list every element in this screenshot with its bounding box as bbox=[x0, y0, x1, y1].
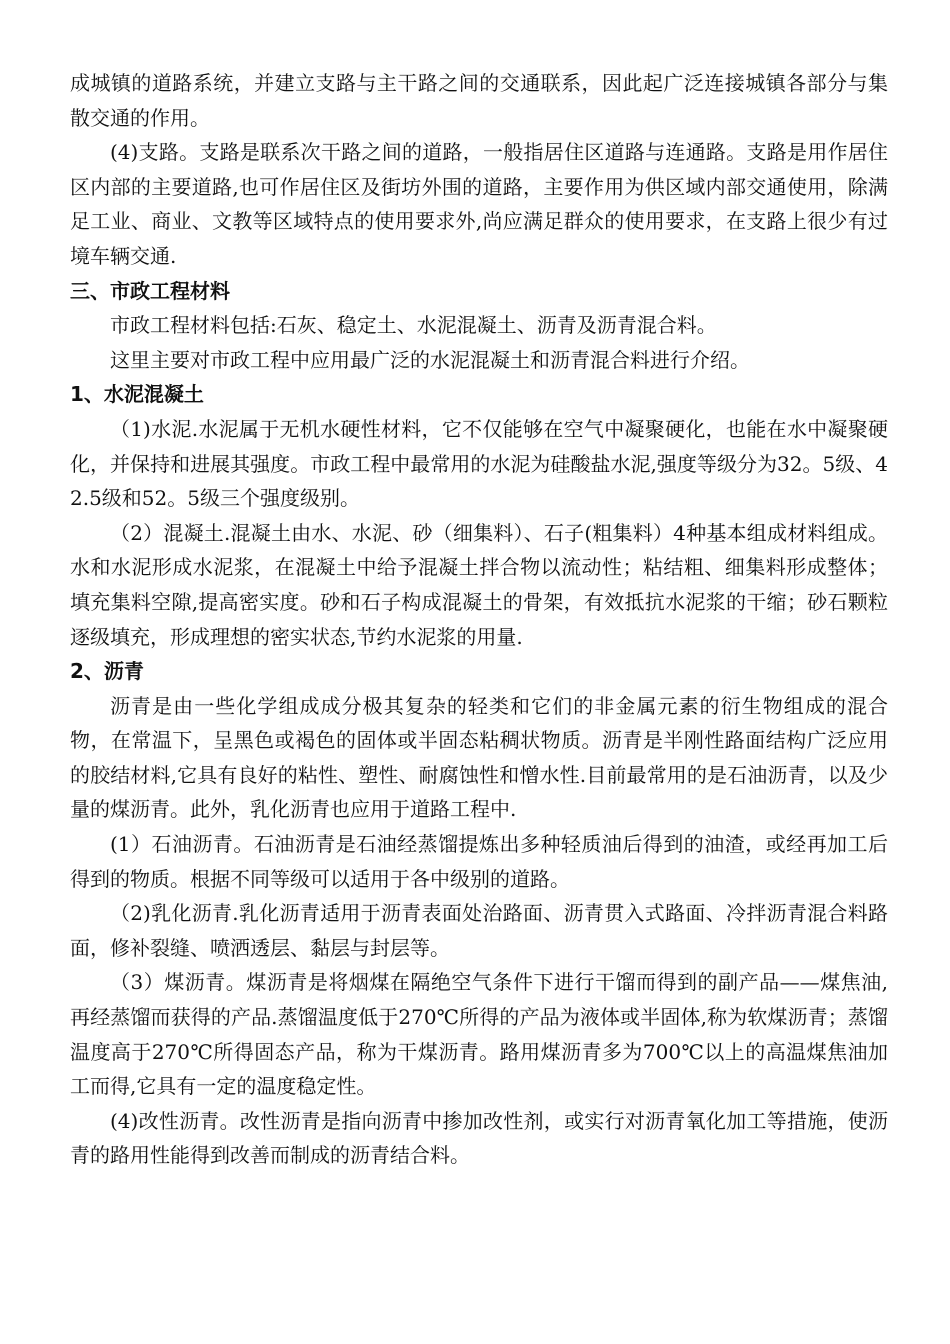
document-page bbox=[70, 66, 888, 1173]
paragraph-modified-asphalt: (4)改性沥青。改性沥青是指向沥青中掺加改性剂，或实行对沥青氧化加工等措施，使沥青的路用性能得到改善而制成的沥青结合料。 bbox=[70, 1108, 888, 1168]
paragraph-asphalt-intro: 沥青是由一些化学组成成分极其复杂的轻类和它们的非金属元素的衍生物组成的混合物，在常温下，呈黑色或褐色的固体或半固态粘稠状物质。沥青是半刚性路面结构广泛应用的胶结材料,它具有良好的粘性、塑性、耐腐蚀性和憎水性.目前最常用的是石油沥青，以及少量的煤沥青。此外，乳化沥青也应用于道路工程中. bbox=[70, 693, 888, 822]
paragraph-cement: （1)水泥.水泥属于无机水硬性材料，它不仅能够在空气中凝聚硬化，也能在水中凝聚硬化，并保持和进展其强度。市政工程中最常用的水泥为硅酸盐水泥,强度等级分为32。5级、42.5级和52。5级三个强度级别。 bbox=[70, 416, 888, 511]
paragraph-petroleum-asphalt: (1）石油沥青。石油沥青是石油经蒸馏提炼出多种轻质油后得到的油渣，或经再加工后得到的物质。根据不同等级可以适用于各中级别的道路。 bbox=[70, 832, 888, 891]
section-heading-materials: 三、市政工程材料 bbox=[70, 278, 230, 303]
paragraph-concrete: （2）混凝土.混凝土由水、水泥、砂（细集料）、石子(粗集料）4种基本组成材料组成。水和水泥形成水泥浆，在混凝土中给予混凝土拌合物以流动性；粘结粗、细集料形成整体；填充集料空隙,提高密实度。砂和石子构成混凝土的骨架，有效抵抗水泥浆的干缩；砂石颗粒逐级填充，形成理想的密实状态,节约水泥浆的用量. bbox=[70, 520, 888, 649]
paragraph-coal-tar-asphalt: （3）煤沥青。煤沥青是将烟煤在隔绝空气条件下进行干馏而得到的副产品——煤焦油,再经蒸馏而获得的产品.蒸馏温度低于270℃所得的产品为液体或半固体,称为软煤沥青；蒸馏温度高于270℃所得固态产品，称为干煤沥青。路用煤沥青多为700℃以上的高温煤焦油加工而得,它具有一定的温度稳定性。 bbox=[70, 970, 888, 1099]
paragraph-emulsified-asphalt: （2)乳化沥青.乳化沥青适用于沥青表面处治路面、沥青贯入式路面、冷拌沥青混合料路面，修补裂缝、喷洒透层、黏层与封层等。 bbox=[70, 901, 888, 960]
paragraph-branch-road: (4)支路。支路是联系次干路之间的道路，一般指居住区道路与连通路。支路是用作居住区内部的主要道路,也可作居住区及街坊外围的道路，主要作用为供区域内部交通使用，除满足工业、商业、文教等区域特点的使用要求外,尚应满足群众的使用要求，在支路上很少有过境车辆交通. bbox=[70, 140, 888, 268]
paragraph-materials-list: 市政工程材料包括:石灰、稳定土、水泥混凝土、沥青及沥青混合料。 bbox=[110, 313, 717, 338]
paragraph-materials-intro: 这里主要对市政工程中应用最广泛的水泥混凝土和沥青混合料进行介绍。 bbox=[110, 347, 750, 372]
subsection-heading-concrete: 1、水泥混凝土 bbox=[70, 382, 204, 407]
paragraph-continuation: 成城镇的道路系统，并建立支路与主干路之间的交通联系，因此起广泛连接城镇各部分与集散交通的作用。 bbox=[70, 71, 888, 130]
subsection-heading-asphalt: 2、沥青 bbox=[70, 659, 144, 684]
